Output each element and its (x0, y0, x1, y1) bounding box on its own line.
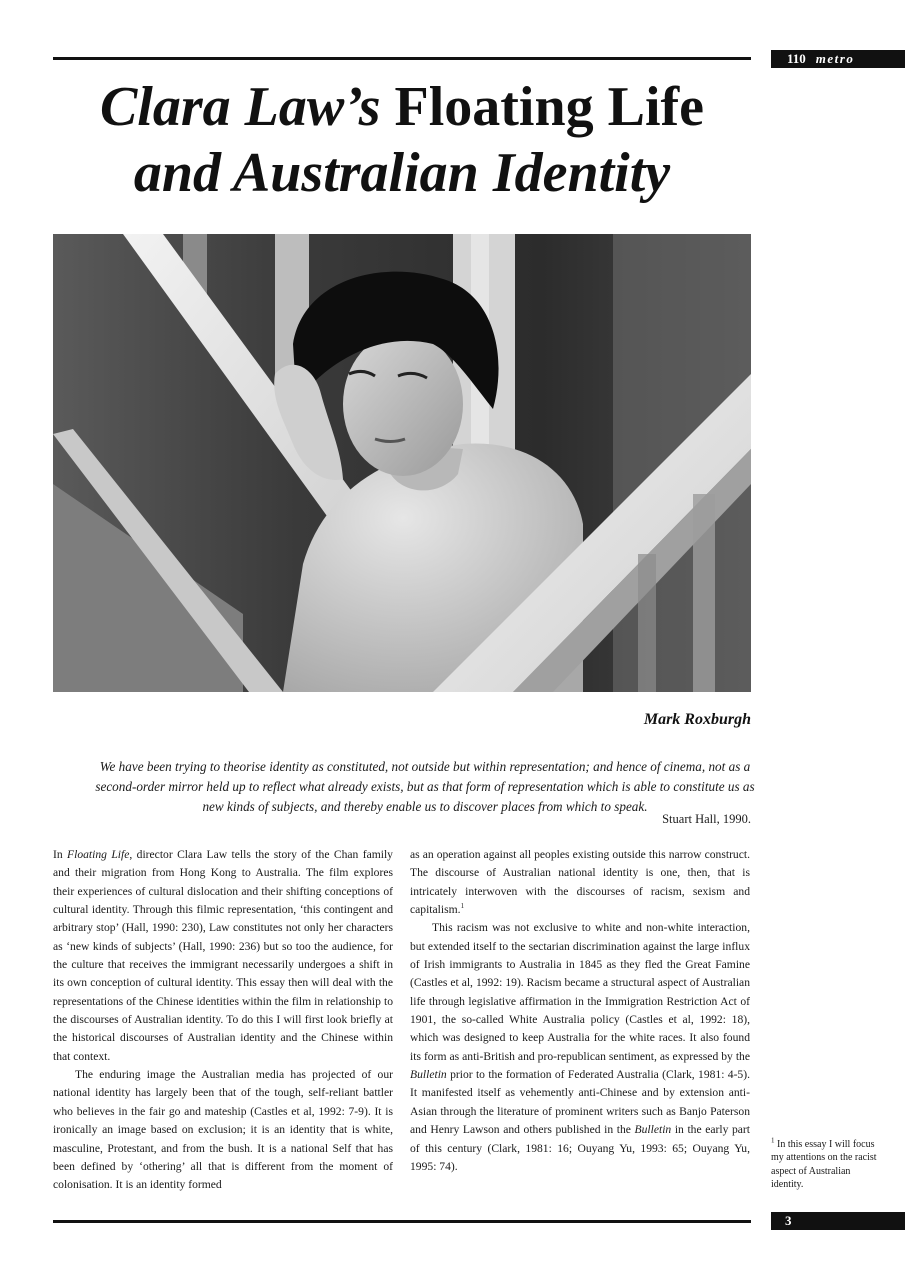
header-tab (771, 50, 905, 68)
body-text: , director Clara Law tells the story of the Chan family and their migration from Hong Kong to Australia. The film explores their experiences of cultural dislocation and their shifting conceptions of cultural identity. Through this filmic representation, ‘this contingent and arbitrary stop’ (Hall, 1990: 230), Law constitutes not only her characters as ‘new kinds of subjects’ (Hall, 1990: 236) but so too the audience, for the culture that receives the immigrant necessarily undergoes a shift in its own conception of cultural identity. This essay then will deal with the representations of the Chinese identities within the film in relationship to the discourses of Australian identity. To do this I will first look briefly at the historical discourses of Australian identity and the Chinese within that context. (53, 848, 393, 1063)
epigraph-attribution: Stuart Hall, 1990. (662, 812, 751, 826)
bottom-rule (53, 1220, 751, 1223)
body-column-left (53, 846, 393, 1195)
author-name: Mark Roxburgh (643, 711, 751, 728)
body-text: as an operation against all peoples existing outside this narrow construct. The discourse of Australian national identity is one, then, that is intricately interwoven with the discourses of racism, sexism and capitalism. (410, 848, 750, 917)
film-still-photo (53, 234, 751, 692)
body-paragraph: The enduring image the Australian media has projected of our national identity has largely been that of the tough, self-reliant battler who believes in the fair go and mateship (Castles et al, 1992: 7-9). It is ironically an image based on exclusion; it is an identity that is white, masculine, Protestant, and from the bush. It is a national Self that has been defined by ‘othering’ all that is different from the moment of colonisation. It is an identity formed (53, 1068, 393, 1192)
body-paragraph (410, 846, 750, 919)
body-text: In (53, 848, 68, 861)
magazine-name: metro (815, 51, 855, 66)
publication-title: Bulletin (634, 1123, 672, 1137)
publication-title: Bulletin (410, 1068, 447, 1082)
article-title (53, 74, 751, 206)
body-paragraph (53, 846, 393, 1066)
body-paragraph (410, 919, 750, 1176)
footnote-text: In this essay I will focus my attentions on the racist aspect of Australian identity. (771, 1139, 877, 1191)
film-title: Floating Life (67, 848, 130, 861)
title-director: Clara Law’s (99, 76, 381, 138)
epigraph-quote: We have been trying to theorise identity as constituted, not outside but within representation; and hence of cinema, not as a second-order mirror held up to reflect what already exists, but as that form of representation which is able to constitute us as new kinds of subjects, and thereby enable us to discover places from which to speak. (95, 759, 755, 814)
footnote-reference: 1 (460, 902, 465, 911)
body-text: in the early part of this century (Clark, 1981: 16; Ouyang Yu, 1993: 65; Ouyang Yu, 1995: 74). (410, 1123, 750, 1173)
top-rule (53, 57, 751, 60)
title-line2: and Australian Identity (133, 142, 671, 204)
page-number-tab (771, 1212, 905, 1230)
body-text: prior to the formation of Federated Australia (Clark, 1981: 4-5). It manifested itself as vehemently anti-Chinese and by extension anti-Asian through the literature of prominent writers such as Banjo Paterson and Henry Lawson and others published in the (410, 1068, 750, 1137)
issue-number: 110 (787, 51, 806, 66)
page-number: 3 (785, 1213, 792, 1228)
body-column-right (410, 846, 750, 1176)
footnote-marker: 1 (771, 1136, 775, 1145)
body-text: This racism was not exclusive to white and non-white interaction, but extended itself to the sectarian discrimination against the large influx of Irish immigrants to Australia in 1845 as they fled the Great Famine (Castles et al, 1992: 19). Racism became a structural aspect of Australian life through legislative affirmation in the Immigration Restriction Act of 1901, the so-called White Australia policy (Castles et al, 1992: 18), which was designed to keep Australia for the white races. It also found its form as anti-British and pro-republican sentiment, as expressed by the (410, 921, 750, 1063)
footnote (771, 1138, 881, 1192)
title-film: Floating Life (394, 76, 705, 138)
